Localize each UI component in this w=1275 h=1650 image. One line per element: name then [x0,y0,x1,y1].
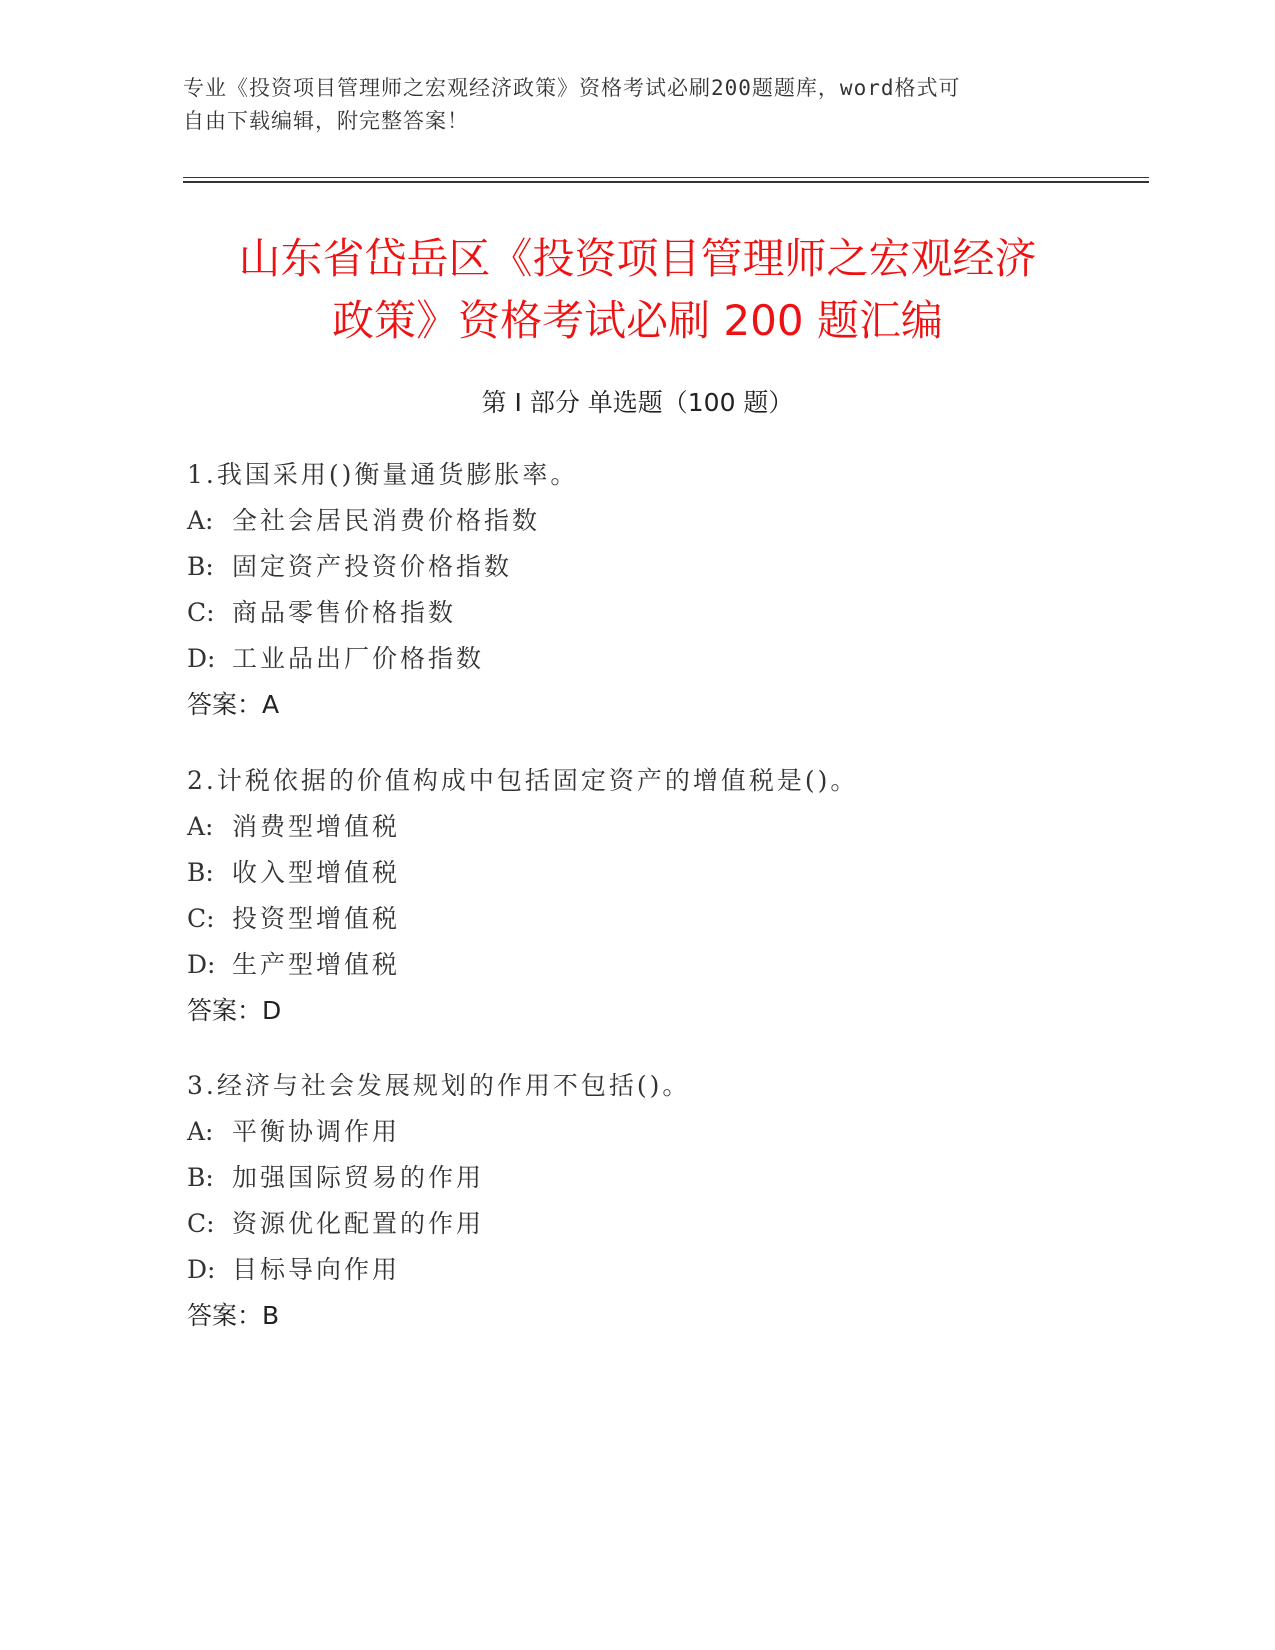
option-d [187,644,1137,690]
option-letter: A: [187,506,214,535]
option-text: 目标导向作用 [232,1255,401,1284]
document-title-line-2: 政策》资格考试必刷 200 题汇编 [332,296,943,345]
option-text: 全社会居民消费价格指数 [232,506,541,535]
option-letter: B: [187,552,214,581]
option-text: 投资型增值税 [232,904,401,933]
header-divider-thick [183,181,1149,183]
question-text: 1.我国采用()衡量通货膨胀率。 [187,460,579,489]
question-2 [187,766,1137,1042]
option-text: 工业品出厂价格指数 [232,644,485,673]
document-title-line-1: 山东省岱岳区《投资项目管理师之宏观经济 [238,234,1037,283]
option-c [187,598,1137,644]
option-c [187,1209,1137,1255]
option-text: 平衡协调作用 [232,1117,401,1146]
question-text: 2.计税依据的价值构成中包括固定资产的增值税是()。 [187,766,859,795]
option-text: 固定资产投资价格指数 [232,552,513,581]
answer-line: 答案：A [187,690,280,719]
header-note-line-2: 自由下载编辑，附完整答案！ [183,109,469,133]
option-a [187,1117,1137,1163]
question-text: 3.经济与社会发展规划的作用不包括()。 [187,1071,691,1100]
option-letter: D: [187,1255,216,1284]
option-text: 消费型增值税 [232,812,401,841]
option-b [187,858,1137,904]
header-note-line-1: 专业《投资项目管理师之宏观经济政策》资格考试必刷200题题库，word格式可 [183,76,961,100]
option-d [187,950,1137,996]
option-c [187,904,1137,950]
option-letter: C: [187,904,215,933]
option-a [187,812,1137,858]
option-letter: D: [187,950,216,979]
option-letter: D: [187,644,216,673]
option-text: 生产型增值税 [232,950,401,979]
answer-line: 答案：B [187,1301,280,1330]
option-letter: B: [187,1163,214,1192]
option-letter: A: [187,1117,214,1146]
question-1 [187,460,1137,736]
document-title [183,228,1092,352]
header-divider-thin [183,177,1149,178]
option-text: 资源优化配置的作用 [232,1209,485,1238]
option-b [187,1163,1137,1209]
answer-line: 答案：D [187,996,282,1025]
section-title: 第 I 部分 单选题（100 题） [481,388,794,417]
option-b [187,552,1137,598]
option-text: 收入型增值税 [232,858,401,887]
option-letter: C: [187,598,215,627]
option-text: 加强国际贸易的作用 [232,1163,485,1192]
option-letter: C: [187,1209,215,1238]
question-3 [187,1071,1137,1347]
option-letter: B: [187,858,214,887]
option-d [187,1255,1137,1301]
option-letter: A: [187,812,214,841]
header-note [183,72,1063,138]
option-text: 商品零售价格指数 [232,598,457,627]
option-a [187,506,1137,552]
